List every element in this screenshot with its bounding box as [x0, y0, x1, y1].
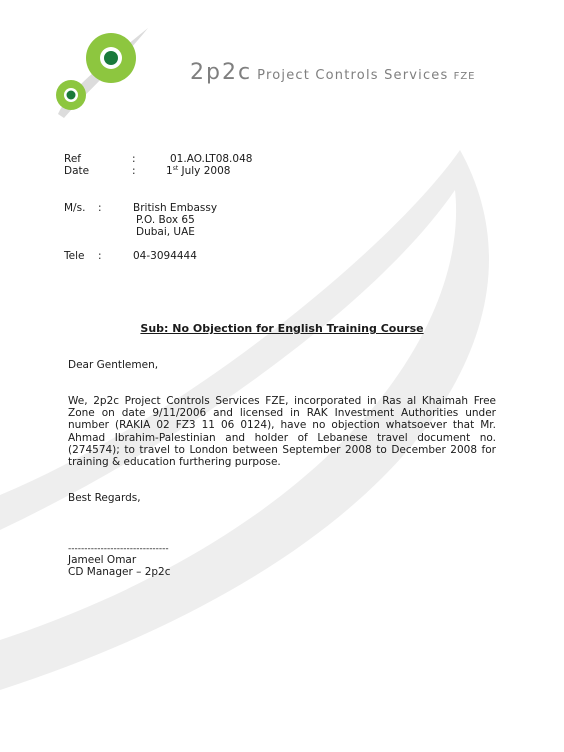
company-tagline: Project Controls Services — [257, 68, 449, 83]
recipient-line-3: Dubai, UAE — [136, 226, 195, 238]
recipient-line-1: British Embassy — [133, 202, 218, 214]
signature-line: ------------------------------- — [68, 544, 169, 554]
date-separator: : — [132, 165, 136, 177]
recipient-label: M/s. — [64, 202, 86, 214]
brand-name: 2p2c — [190, 60, 253, 85]
recipient-line-2: P.O. Box 65 — [136, 214, 195, 226]
signatory-name: Jameel Omar — [68, 554, 137, 566]
company-suffix: FZE — [453, 71, 476, 82]
ref-label: Ref — [64, 153, 81, 165]
closing: Best Regards, — [68, 492, 141, 504]
tele-label: Tele — [64, 250, 85, 262]
subject-line: Sub: No Objection for English Training Course — [140, 322, 424, 335]
date-label: Date — [64, 165, 90, 177]
ref-separator: : — [132, 153, 136, 165]
company-logo — [50, 18, 160, 123]
tele-value: 04-3094444 — [133, 250, 197, 262]
recipient-separator: : — [98, 202, 102, 214]
salutation: Dear Gentlemen, — [68, 359, 159, 371]
ref-value: 01.AO.LT08.048 — [170, 153, 253, 165]
tele-separator: : — [98, 250, 102, 262]
date-value: 1st July 2008 — [166, 165, 231, 177]
signatory-title: CD Manager – 2p2c — [68, 566, 171, 578]
company-name — [190, 60, 476, 85]
letter-body: We, 2p2c Project Controls Services FZE, incorporated in Ras al Khaimah Free Zone on date 9/11/2006 and licensed in RAK Investment Authorities under number (RAKIA 02 FZ3 11 06 0124), have no objection whatsoever that Mr. Ahmad Ibrahim-Palestinian and holder of Lebanese travel document no. (274574); to travel to London between September 2008 to December 2008 for training & education furthering purpose. — [68, 395, 496, 469]
